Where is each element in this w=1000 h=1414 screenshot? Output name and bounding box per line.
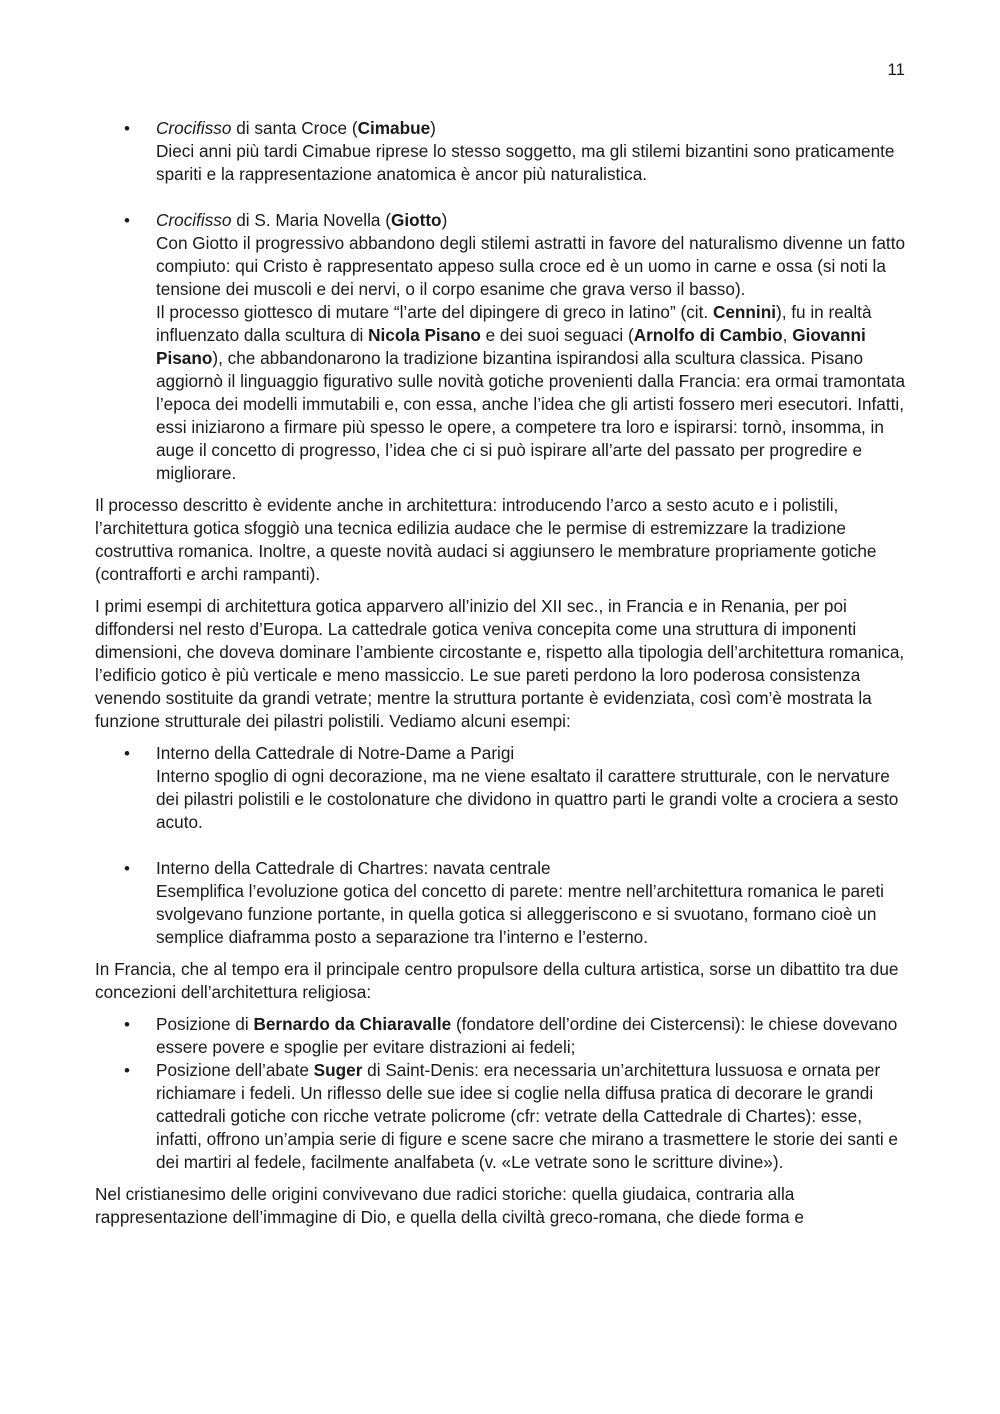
list-item-text: Esemplifica l’evoluzione gotica del concetto di parete: mentre nell’architettura romanica le pareti svolgevano funzione portante, in quella gotica si alleggeriscono e si svuotano, formano cioè un semplice diaframma posto a separazione tra l’interno e l’esterno.	[156, 881, 884, 947]
list-item	[95, 742, 907, 834]
list-item-title: • Interno della Cattedrale di Notre-Dame a Parigi	[156, 743, 515, 763]
list-item-text: Il processo giottesco di mutare “l’arte del dipingere di greco in latino” (cit. Cennini), fu in realtà influenzato dalla scultura di Nicola Pisano e dei suoi seguaci (Arnolfo di Cambio, Giovanni Pisano), che abbandonarono la tradizione bizantina ispirandosi alla scultura classica. Pisano aggiornò il linguaggio figurativo sulle novità gotiche provenienti dalla Francia: era ormai tramontata l’epoca dei modelli immutabili e, con essa, anche l’idea che gli artisti fossero meri esecutori. Infatti, essi iniziarono a firmare più spesso le opere, a competere tra loro e ispirarsi: tornò, insomma, in auge il concetto di progresso, l’idea che ci si può ispirare all’arte del passato per progredire e migliorare.	[156, 302, 906, 483]
list-item	[95, 117, 907, 186]
positions-list	[95, 1013, 907, 1174]
artworks-list	[95, 117, 907, 485]
document-body	[95, 117, 907, 1238]
paragraph: Nel cristianesimo delle origini convivevano due radici storiche: quella giudaica, contraria alla rappresentazione dell’immagine di Dio, e quella della civiltà greco-romana, che diede forma e	[95, 1184, 804, 1227]
list-item-text: Con Giotto il progressivo abbandono degli stilemi astratti in favore del naturalismo divenne un fatto compiuto: qui Cristo è rappresentato appeso sulla croce ed è un uomo in carne e ossa (si noti la tensione dei muscoli e dei nervi, o il corpo esanime che grava verso il basso).	[156, 233, 906, 299]
paragraph: Il processo descritto è evidente anche in architettura: introducendo l’arco a sesto acuto e i polistili, l’architettura gotica sfoggiò una tecnica edilizia audace che le permise di estremizzare la tradizione costruttiva romanica. Inoltre, a queste novità audaci si aggiunsero le membrature propriamente gotiche (contrafforti e archi rampanti).	[95, 495, 877, 584]
list-item-text: Interno spoglio di ogni decorazione, ma ne viene esaltato il carattere strutturale, con le nervature dei pilastri polistili e le costolonature che dividono in quattro parti le grandi volte a crociera a sesto acuto.	[156, 766, 899, 832]
examples-list	[95, 742, 907, 949]
list-item-title: • Crocifisso di S. Maria Novella (Giotto)	[156, 210, 448, 230]
list-item	[95, 209, 907, 485]
page-number: 11	[887, 60, 905, 79]
list-item: • Posizione dell’abate Suger di Saint-Denis: era necessaria un’architettura lussuosa e ornata per richiamare i fedeli. Un riflesso delle sue idee si coglie nella diffusa pratica di decorare le grandi cattedrali gotiche con ricche vetrate policrome (cfr: vetrate della Cattedrale di Chartes): esse, infatti, offrono un’ampia serie di figure e scene sacre che mirano a trasmettere le storie dei santi e dei martiri al fedele, facilmente analfabeta (v. «Le vetrate sono le scritture divine»).	[95, 1059, 907, 1174]
list-item: • Posizione di Bernardo da Chiaravalle (fondatore dell’ordine dei Cistercensi): le chiese dovevano essere povere e spoglie per evitare distrazioni ai fedeli;	[95, 1013, 907, 1059]
paragraph: I primi esempi di architettura gotica apparvero all’inizio del XII sec., in Francia e in Renania, per poi diffondersi nel resto d’Europa. La cattedrale gotica veniva concepita come una struttura di imponenti dimensioni, che doveva dominare l’ambiente circostante e, rispetto alla tipologia dell’architettura romanica, l’edificio gotico è più verticale e meno massiccio. Le sue pareti perdono la loro poderosa consistenza venendo sostituite da grandi vetrate; mentre la struttura portante è evidenziata, così com’è mostrata la funzione strutturale dei pilastri polistili. Vediamo alcuni esempi:	[95, 596, 905, 731]
list-item	[95, 857, 907, 949]
list-item-text: Dieci anni più tardi Cimabue riprese lo stesso soggetto, ma gli stilemi bizantini sono praticamente spariti e la rappresentazione anatomica è ancor più naturalistica.	[156, 141, 895, 184]
list-item-title: • Interno della Cattedrale di Chartres: navata centrale	[156, 858, 551, 878]
paragraph: In Francia, che al tempo era il principale centro propulsore della cultura artistica, sorse un dibattito tra due concezioni dell’architettura religiosa:	[95, 959, 899, 1002]
list-item-title: • Crocifisso di santa Croce (Cimabue)	[156, 118, 436, 138]
